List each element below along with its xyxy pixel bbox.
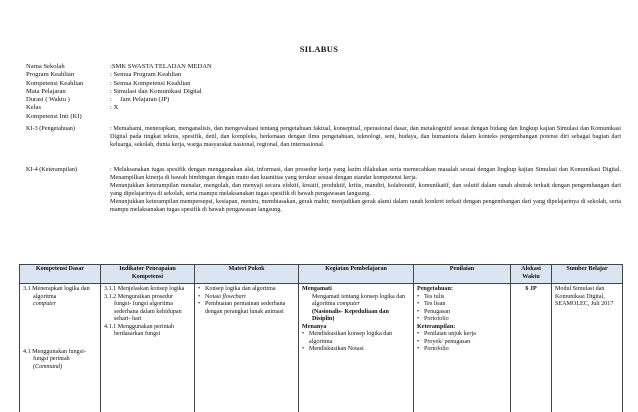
bullet-icon: • — [417, 301, 424, 309]
list-item — [417, 339, 507, 347]
penilaian-item: Proyek/ penugasan — [424, 339, 507, 347]
meta-label: Kompetensi Inti (KI) — [26, 113, 110, 121]
ipk-4-1-1: 4.1.1 Menggunakan perintah berdasarkan fungsi — [104, 324, 191, 339]
ki4-paragraph-2: Menunjukkan keterampilan menalar, mengolah, dan menyaji secara efektif, kreatif, produktif, kritis, mandiri, kolaboratif, komunikatif, dan solutif dalam ranah abstrak terkait dengan pengembangan dari yang dipelajarinya di sekolah, serta mampu melaksanakan tugas spesifik di bawah pengawasan langsung. — [110, 182, 621, 198]
kd-3-1-italic: computer — [33, 301, 97, 309]
meta-row-class — [26, 104, 621, 112]
kd-4-1-text: 4.1 Menggunakan fungsi-fungsi perintah — [23, 349, 86, 363]
penilaian-item: Penilaian unjuk kerja — [424, 331, 507, 339]
bullet-icon: • — [417, 346, 424, 354]
cell-sumber-belajar — [552, 284, 623, 412]
list-item — [302, 331, 410, 346]
ki4-text — [110, 166, 621, 213]
cell-kompetensi-dasar — [20, 284, 101, 412]
kegiatan-text — [302, 294, 410, 309]
bullet-icon: • — [417, 339, 424, 347]
kd-3-1 — [23, 286, 97, 309]
penilaian-item: Tes tulis — [424, 294, 507, 302]
meta-label: Durasi ( Waktu ) — [26, 96, 110, 104]
list-item — [417, 331, 507, 339]
kd-4-1 — [23, 349, 97, 372]
ki4-block — [26, 166, 621, 213]
meta-value: : X — [110, 104, 621, 112]
kegiatan-heading-menanya: Menanya — [302, 324, 410, 332]
list-item — [198, 294, 295, 302]
cell-materi-pokok — [195, 284, 299, 412]
bullet-icon: • — [198, 294, 205, 302]
ki3-text — [110, 125, 621, 149]
materi-1: Konsep logika dan algoritma — [205, 286, 295, 294]
meta-value: :SMK SWASTA TELADAN MEDAN — [110, 63, 621, 71]
list-item — [302, 346, 410, 354]
materi-2-text: Notasi — [205, 294, 222, 300]
silabus-table — [19, 264, 623, 412]
header-indikator: Indikator Pencapaian Kompetensi — [101, 265, 195, 284]
ki4-paragraph-3: Menunjukkan keterampilan mempersepsi, kesiapan, meniru, membiasakan, gerak mahir, menjadikan gerak alami dalam ranah konkret terkait dengan pengembangan dari yang dipelajarinya di sekolah, serta mampu melaksanakan tugas spesifik di bawah pengawasan langsung. — [110, 198, 621, 214]
bullet-icon: • — [198, 286, 205, 294]
bullet-icon: • — [302, 346, 309, 354]
meta-row-kompetensi — [26, 80, 621, 88]
penilaian-item: Penugasan — [424, 309, 507, 317]
cell-kegiatan — [299, 284, 414, 412]
cell-indikator — [101, 284, 195, 412]
kegiatan-bullet-1: Mendiskusikan konsep logika dan algoritma — [309, 331, 410, 346]
meta-label: Nama Sekolah — [26, 63, 110, 71]
materi-2-italic: flowchart — [222, 294, 245, 300]
bullet-icon: • — [302, 331, 309, 346]
ipk-3-1-1: 3.1.1 Menjelaskan konsep logika — [104, 286, 191, 294]
meta-label: Mata Pelajaran — [26, 88, 110, 96]
penilaian-heading-keterampilan: Keterampilan: — [417, 324, 507, 332]
kegiatan-heading-mengamati: Mengamati — [302, 286, 410, 294]
meta-value: : Jam Pelajaran (JP) — [110, 96, 621, 104]
ki3-paragraph: : Memahami, menerapkan, menganalisis, dan mengevaluasi tentang pengetahuan faktual, konseptual, operasional dasar, dan metakognitif sesuai dengan bidang dan lingkup kajian Simulasi dan Komunikasi Digital pada tingkat teknis, spesifik, detil, dan kompleks, berkenaan dengan ilmu pengetahuan, teknologi, seni, budaya, dan humaniora dalam konteks pengembangan potensi diri sebagai bagian dari keluarga, sekolah, dunia kerja, warga masyarakat nasional, regional, dan internasional. — [110, 125, 621, 149]
list-item — [417, 316, 507, 324]
meta-row-program — [26, 71, 621, 79]
cell-alokasi-waktu — [511, 284, 552, 412]
penilaian-item: Tes lisan — [424, 301, 507, 309]
meta-row-school — [26, 63, 621, 71]
meta-label: Kompetensi Keahlian — [26, 80, 110, 88]
ki3-block — [26, 125, 621, 149]
header-penilaian: Penilaian — [414, 265, 511, 284]
materi-2 — [205, 294, 295, 302]
penilaian-item: Portofolio — [424, 316, 507, 324]
ki3-label: KI-3 (Pengetahuan) — [26, 125, 110, 149]
meta-label: Kelas — [26, 104, 110, 112]
meta-value — [110, 113, 621, 121]
kegiatan-karakter: (Nasionalis- Kepeduliaan dan Disiplin) — [302, 309, 410, 324]
header-materi-pokok: Materi Pokok — [195, 265, 299, 284]
list-item — [198, 286, 295, 294]
meta-label: Program Keahlian — [26, 71, 110, 79]
header-sumber-belajar: Sumber Belajar — [552, 265, 623, 284]
ki4-paragraph-1: : Melaksanakan tugas spesifik dengan menggunakan alat, informasi, dan prosedur kerja yang lazim dilakukan serta memecahkan masalah sesuai dengan lingkup kajian Simulasi dan Komunikasi Digital. Menampilkan kinerja di bawah bimbingan dengan mutu dan kuantitas yang terukur sesuai dengan standar kompetensi kerja. — [110, 166, 621, 182]
list-item — [198, 301, 295, 316]
page-title: SILABUS — [0, 44, 638, 54]
bullet-icon: • — [417, 316, 424, 324]
spacer — [23, 309, 97, 349]
school-info — [26, 63, 621, 121]
list-item — [417, 309, 507, 317]
list-item — [417, 294, 507, 302]
ki4-label: KI-4 (Keterampilan) — [26, 166, 110, 213]
penilaian-heading-pengetahuan: Pengetahuan: — [417, 286, 507, 294]
materi-3: Pembuatan permainan sederhana dengan perangkat lunak animasi — [205, 301, 295, 316]
meta-value: : Simulasi dan Komunikasi Digital — [110, 88, 621, 96]
bullet-icon: • — [417, 294, 424, 302]
bullet-icon: • — [417, 331, 424, 339]
cell-penilaian — [414, 284, 511, 412]
kegiatan-bullet-2: Mendiskusikan Notasi — [309, 346, 410, 354]
ipk-3-1-2: 3.1.2 Menguraikan prosedur fungsi- fungsi algoritma sederhana dalam kehidupan sehari- hari — [104, 294, 191, 324]
meta-value: : Semua Program Keahlian — [110, 71, 621, 79]
table-row — [20, 284, 623, 412]
table-header-row — [20, 265, 623, 284]
meta-row-ki — [26, 113, 621, 121]
meta-row-duration — [26, 96, 621, 104]
kd-4-1-italic: (Command) — [33, 364, 97, 372]
header-kegiatan: Kegiatan Pembelajaran — [299, 265, 414, 284]
kegiatan-text-1: Mengamati tentang konsep logika dan algoritma — [312, 294, 405, 308]
meta-value: : Semua Kompetensi Keahlian — [110, 80, 621, 88]
kd-3-1-text: 3.1 Menerapkan logika dan algoritma — [23, 286, 90, 300]
alokasi-value: 6 JP — [514, 286, 548, 294]
meta-row-subject — [26, 88, 621, 96]
penilaian-item: Portofolio — [424, 346, 507, 354]
header-kompetensi-dasar: Kompetensi Dasar — [20, 265, 101, 284]
list-item — [417, 301, 507, 309]
sumber-value: Modul Simulasi dan Komunikasi Digital, SEAMOLEC, Juli 2017 — [555, 286, 619, 309]
header-alokasi-waktu: Alokasi Waktu — [511, 265, 552, 284]
bullet-icon: • — [198, 301, 205, 316]
bullet-icon: • — [417, 309, 424, 317]
kegiatan-text-italic: computer — [337, 301, 360, 307]
list-item — [417, 346, 507, 354]
